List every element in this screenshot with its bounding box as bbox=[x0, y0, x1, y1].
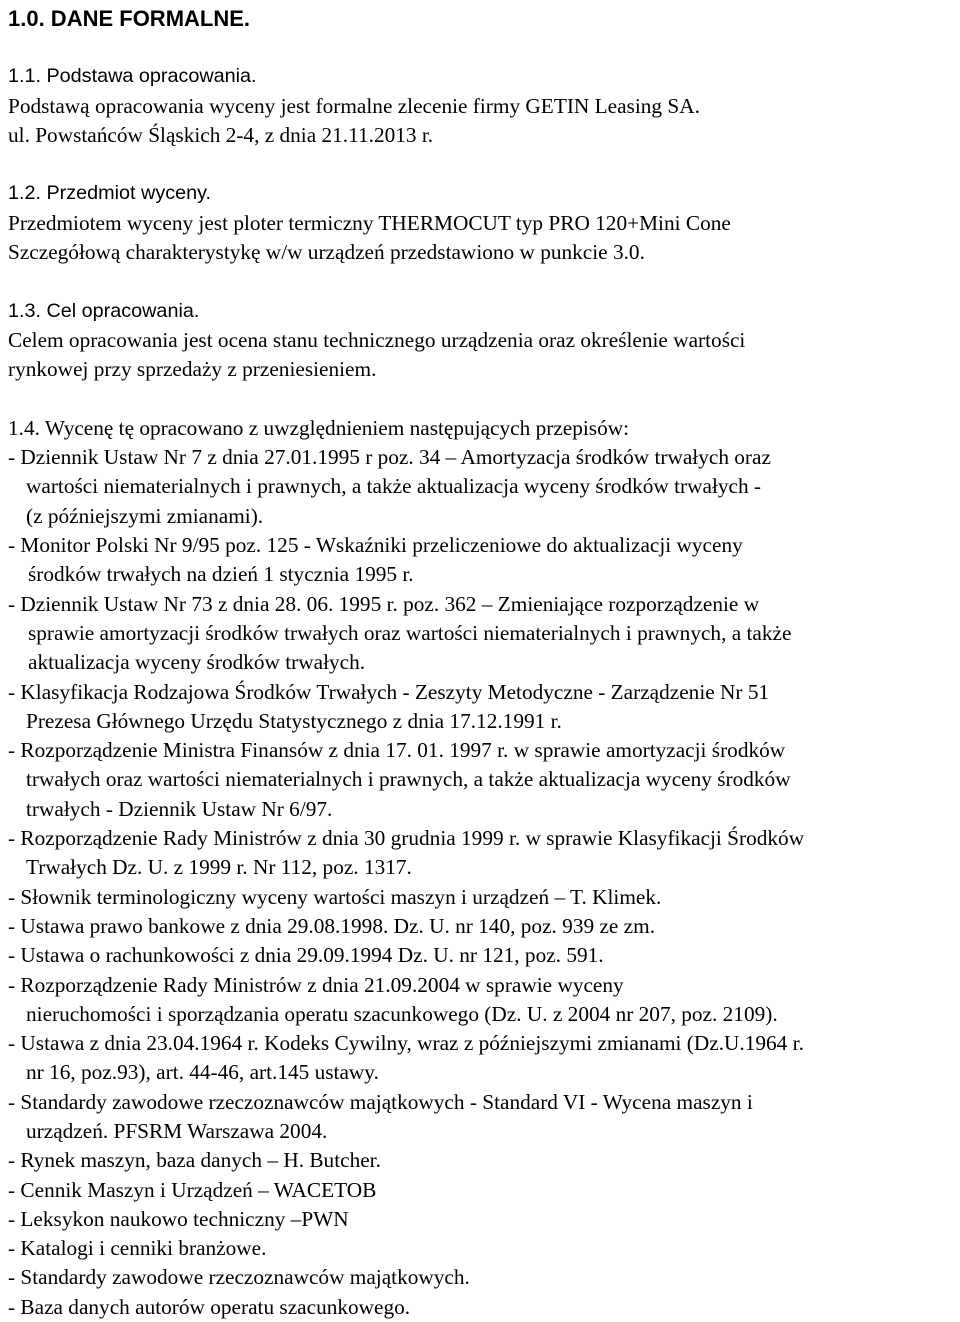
list-item-continuation: trwałych oraz wartości niematerialnych i prawnych, a także aktualizacja wyceny środków bbox=[26, 767, 791, 792]
list-item: - Standardy zawodowe rzeczoznawców majątkowych. bbox=[8, 1265, 470, 1290]
paragraph-line: Podstawą opracowania wyceny jest formalne zlecenie firmy GETIN Leasing SA. bbox=[8, 93, 700, 118]
list-item: - Ustawa prawo bankowe z dnia 29.08.1998. Dz. U. nr 140, poz. 939 ze zm. bbox=[8, 913, 656, 938]
list-item: - Rozporządzenie Ministra Finansów z dnia 17. 01. 1997 r. w sprawie amortyzacji środków bbox=[8, 738, 786, 763]
list-item: - Baza danych autorów operatu szacunkowego. bbox=[8, 1294, 411, 1319]
list-item-continuation: Prezesa Głównego Urzędu Statystycznego z dnia 17.12.1991 r. bbox=[26, 708, 562, 733]
subsection-heading-1-4: 1.4. Wycenę tę opracowano z uwzględnieniem następujących przepisów: bbox=[8, 415, 630, 440]
paragraph-line: ul. Powstańców Śląskich 2-4, z dnia 21.11.2013 r. bbox=[8, 122, 434, 147]
list-item-continuation: wartości niematerialnych i prawnych, a także aktualizacja wyceny środków trwałych - bbox=[26, 474, 762, 499]
list-item-continuation: (z późniejszymi zmianami). bbox=[26, 503, 264, 528]
list-item: - Dziennik Ustaw Nr 7 z dnia 27.01.1995 r poz. 34 – Amortyzacja środków trwałych oraz bbox=[8, 445, 771, 470]
subsection-heading-1-2: 1.2. Przedmiot wyceny. bbox=[8, 182, 212, 205]
list-item: - Słownik terminologiczny wyceny wartości maszyn i urządzeń – T. Klimek. bbox=[8, 884, 662, 909]
list-item: - Rozporządzenie Rady Ministrów z dnia 21.09.2004 w sprawie wyceny bbox=[8, 972, 624, 997]
list-item: - Monitor Polski Nr 9/95 poz. 125 - Wskaźniki przeliczeniowe do aktualizacji wyceny bbox=[8, 533, 743, 558]
subsection-heading-1-3: 1.3. Cel opracowania. bbox=[8, 299, 200, 322]
document-page bbox=[8, 0, 958, 1322]
list-item: - Cennik Maszyn i Urządzeń – WACETOB bbox=[8, 1177, 377, 1202]
list-item: - Klasyfikacja Rodzajowa Środków Trwałych - Zeszyty Metodyczne - Zarządzenie Nr 51 bbox=[8, 679, 770, 704]
regulations-list bbox=[8, 443, 958, 1322]
list-item: - Ustawa z dnia 23.04.1964 r. Kodeks Cywilny, wraz z późniejszymi zmianami (Dz.U.1964 r. bbox=[8, 1031, 804, 1056]
list-item-continuation: urządzeń. PFSRM Warszawa 2004. bbox=[26, 1118, 328, 1143]
list-item: - Rynek maszyn, baza danych – H. Butcher. bbox=[8, 1148, 381, 1173]
list-item-continuation: środków trwałych na dzień 1 stycznia 1995 r. bbox=[28, 562, 414, 587]
list-item-continuation: aktualizacja wyceny środków trwałych. bbox=[28, 650, 366, 675]
list-item: - Rozporządzenie Rady Ministrów z dnia 30 grudnia 1999 r. w sprawie Klasyfikacji Środków bbox=[8, 826, 805, 851]
list-item: - Leksykon naukowo techniczny –PWN bbox=[8, 1206, 349, 1231]
list-item: - Ustawa o rachunkowości z dnia 29.09.1994 Dz. U. nr 121, poz. 591. bbox=[8, 943, 604, 968]
paragraph-line: Przedmiotem wyceny jest ploter termiczny THERMOCUT typ PRO 120+Mini Cone bbox=[8, 210, 731, 235]
list-item-continuation: sprawie amortyzacji środków trwałych oraz wartości niematerialnych i prawnych, a także bbox=[28, 620, 792, 645]
paragraph-line: Celem opracowania jest ocena stanu technicznego urządzenia oraz określenie wartości bbox=[8, 327, 746, 352]
list-item-continuation: trwałych - Dziennik Ustaw Nr 6/97. bbox=[26, 796, 333, 821]
list-item-continuation: nieruchomości i sporządzania operatu szacunkowego (Dz. U. z 2004 nr 207, poz. 2109). bbox=[26, 1001, 778, 1026]
list-item: - Katalogi i cenniki branżowe. bbox=[8, 1236, 267, 1261]
subsection-heading-1-1: 1.1. Podstawa opracowania. bbox=[8, 65, 257, 88]
list-item: - Dziennik Ustaw Nr 73 z dnia 28. 06. 1995 r. poz. 362 – Zmieniające rozporządzenie w bbox=[8, 591, 760, 616]
list-item-continuation: nr 16, poz.93), art. 44-46, art.145 ustawy. bbox=[26, 1060, 379, 1085]
list-item: - Standardy zawodowe rzeczoznawców majątkowych - Standard VI - Wycena maszyn i bbox=[8, 1089, 753, 1114]
paragraph-line: Szczegółową charakterystykę w/w urządzeń przedstawiono w punkcie 3.0. bbox=[8, 240, 645, 265]
list-item-continuation: Trwałych Dz. U. z 1999 r. Nr 112, poz. 1317. bbox=[26, 855, 412, 880]
paragraph-line: rynkowej przy sprzedaży z przeniesieniem. bbox=[8, 357, 377, 382]
section-title: 1.0. DANE FORMALNE. bbox=[8, 6, 251, 31]
